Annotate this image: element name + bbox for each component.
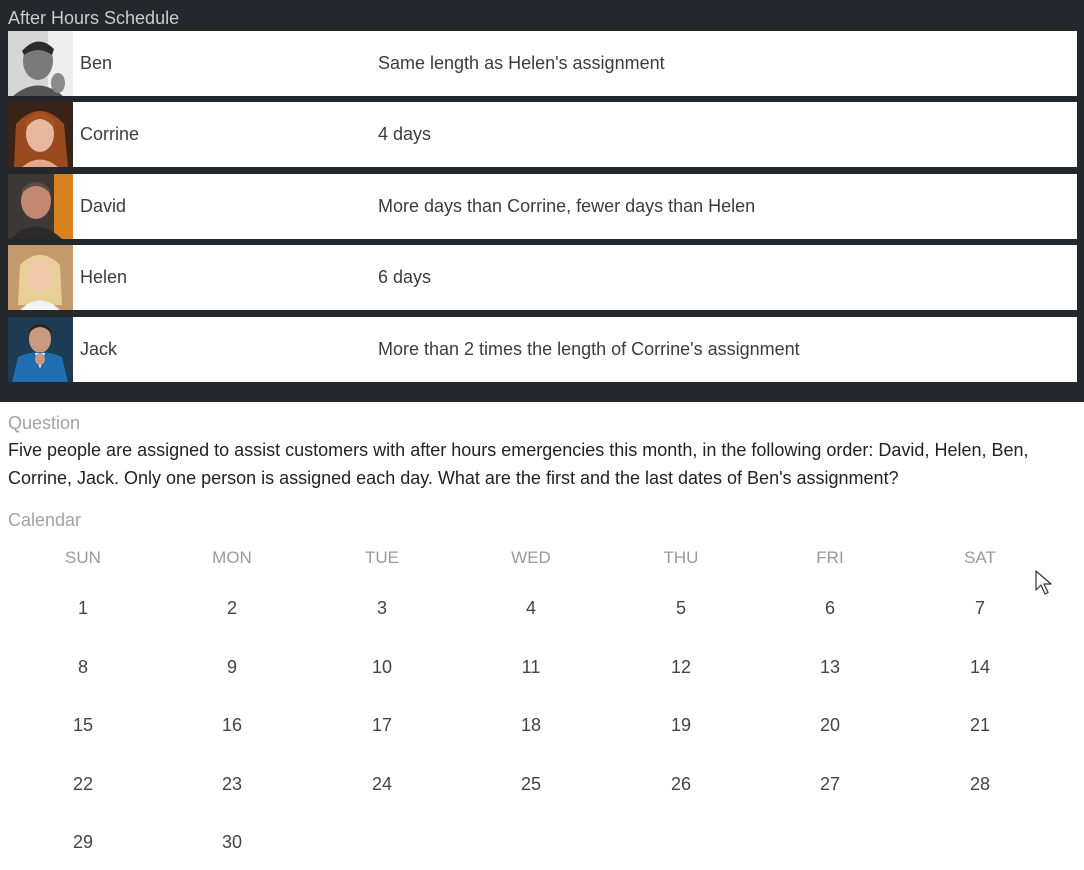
calendar-day: 1 [77,598,88,618]
calendar-day: 3 [376,598,387,618]
person-name: Corrine [80,124,140,144]
calendar-day: 28 [969,774,991,794]
weekday-header-sun: SUN [65,548,101,567]
person-name: David [80,196,127,216]
question-label: Question [8,413,81,433]
calendar-day: 23 [221,774,243,794]
weekday-header-mon: MON [212,548,252,567]
calendar-day: 2 [226,598,237,618]
weekday-header-sat: SAT [964,548,996,567]
calendar-day: 27 [819,774,841,794]
weekday-header-fri: FRI [816,548,844,567]
calendar-day: 26 [670,774,692,794]
schedule-title: After Hours Schedule [8,8,180,28]
avatar-corrine [8,102,73,167]
calendar-day: 24 [371,774,393,794]
person-name: Jack [80,339,118,359]
question-text: Five people are assigned to assist customers with after hours emergencies this month, in the following order: David, Helen, Ben, Corrine, Jack. Only one person is assigned each day. What are the first and the last dates of Ben's assignment? [8,440,1029,488]
person-assignment: Same length as Helen's assignment [378,53,665,73]
avatar-david [8,174,73,239]
avatar-jack [8,317,73,382]
calendar-day: 4 [525,598,536,618]
schedule-row-corrine [8,102,1077,167]
schedule-row-david [8,174,1077,239]
calendar-day: 22 [72,774,94,794]
person-name: Ben [80,53,113,73]
calendar-day: 16 [221,715,243,735]
person-name: Helen [80,267,128,287]
calendar-day: 8 [77,657,88,677]
person-assignment: More days than Corrine, fewer days than Helen [378,196,756,216]
avatar-ben [8,31,73,96]
calendar-day: 17 [371,715,393,735]
calendar-day: 12 [670,657,692,677]
person-assignment: 6 days [378,267,432,287]
schedule-row-jack [8,317,1077,382]
calendar-day: 15 [72,715,94,735]
calendar-day: 20 [819,715,841,735]
weekday-header-tue: TUE [365,548,399,567]
calendar-day: 21 [969,715,991,735]
weekday-header-wed: WED [511,548,551,567]
calendar-day: 7 [974,598,985,618]
calendar-day: 5 [675,598,686,618]
calendar-day: 30 [221,832,243,852]
after-hours-schedule-panel [0,0,1084,402]
calendar-day: 25 [520,774,542,794]
calendar-day: 19 [670,715,692,735]
calendar-day: 29 [72,832,94,852]
schedule-row-helen [8,245,1077,310]
calendar-day: 11 [521,657,541,677]
person-assignment: More than 2 times the length of Corrine's assignment [378,339,800,359]
weekday-header-thu: THU [663,548,699,567]
calendar-day: 18 [520,715,542,735]
calendar-day: 14 [969,657,991,677]
person-assignment: 4 days [378,124,432,144]
calendar-day: 10 [371,657,393,677]
calendar-day: 13 [819,657,841,677]
calendar-label: Calendar [8,510,82,530]
schedule-row-ben [8,31,1077,96]
calendar-day: 6 [824,598,835,618]
avatar-helen [8,245,73,310]
calendar-day: 9 [226,657,237,677]
mouse-cursor-icon [1035,570,1053,601]
